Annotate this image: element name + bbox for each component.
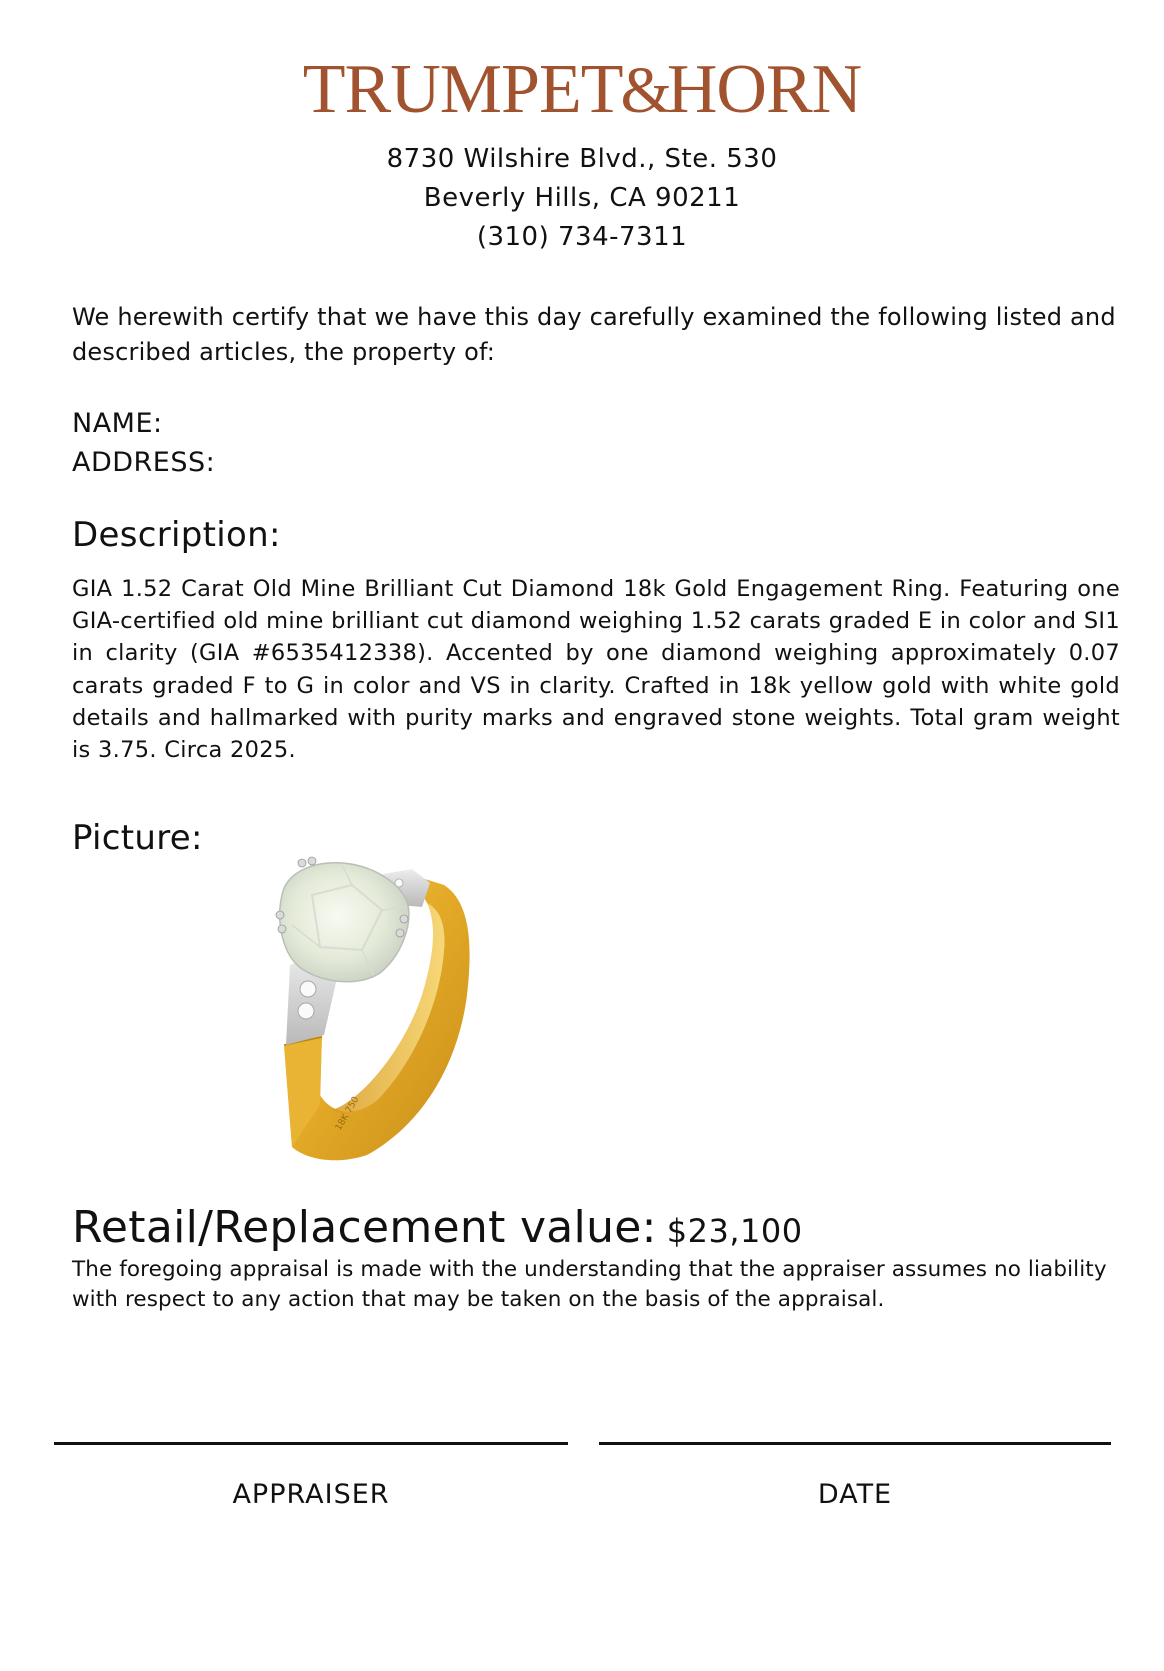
description-heading: Description: [72,515,281,555]
picture-heading: Picture: [72,818,203,858]
liability-disclaimer: The foregoing appraisal is made with the understanding that the appraiser assumes no liability with respect to any action that may be taken on the basis of the appraisal. [72,1257,1107,1312]
certification-statement: We herewith certify that we have this day carefully examined the following listed and described articles, the property of: [72,303,1116,366]
retail-value-row [72,1202,803,1257]
address-line-1: 8730 Wilshire Blvd., Ste. 530 [386,144,778,174]
address-line-2: Beverly Hills, CA 90211 [423,183,741,213]
appraiser-signature-line [54,1442,568,1445]
owner-name-label: NAME: [72,408,163,439]
owner-address-label: ADDRESS: [72,447,216,478]
business-address [0,140,1164,257]
brand-logo [0,52,1164,129]
svg-text:18K 750: 18K 750 [333,1095,362,1133]
retail-value-amount: $23,100 [666,1212,803,1250]
date-label: DATE [817,1479,893,1510]
logo-word-trumpet: TRUMPET [302,51,623,128]
ring-photo [262,855,512,1165]
appraiser-label: APPRAISER [232,1479,390,1510]
date-signature-line [599,1442,1111,1445]
phone-number: (310) 734-7311 [476,222,688,252]
retail-value-label: Retail/Replacement value: [72,1202,657,1253]
logo-ampersand: & [620,54,669,127]
description-text: GIA 1.52 Carat Old Mine Brilliant Cut Diamond 18k Gold Engagement Ring. Featuring one GIA-certified old mine brilliant cut diamond weighing 1.52 carats graded E in color and SI1 in clarity (GIA #6535412338). Accented by one diamond weighing approximately 0.07 carats graded F to G in color and VS in clarity. Crafted in 18k yellow gold with white gold details and hallmarked with purity marks and engraved stone weights. Total gram weight is 3.75. Circa 2025. [72,576,1120,764]
logo-word-horn: HORN [666,51,862,128]
ring-illustration-icon [262,855,512,1165]
